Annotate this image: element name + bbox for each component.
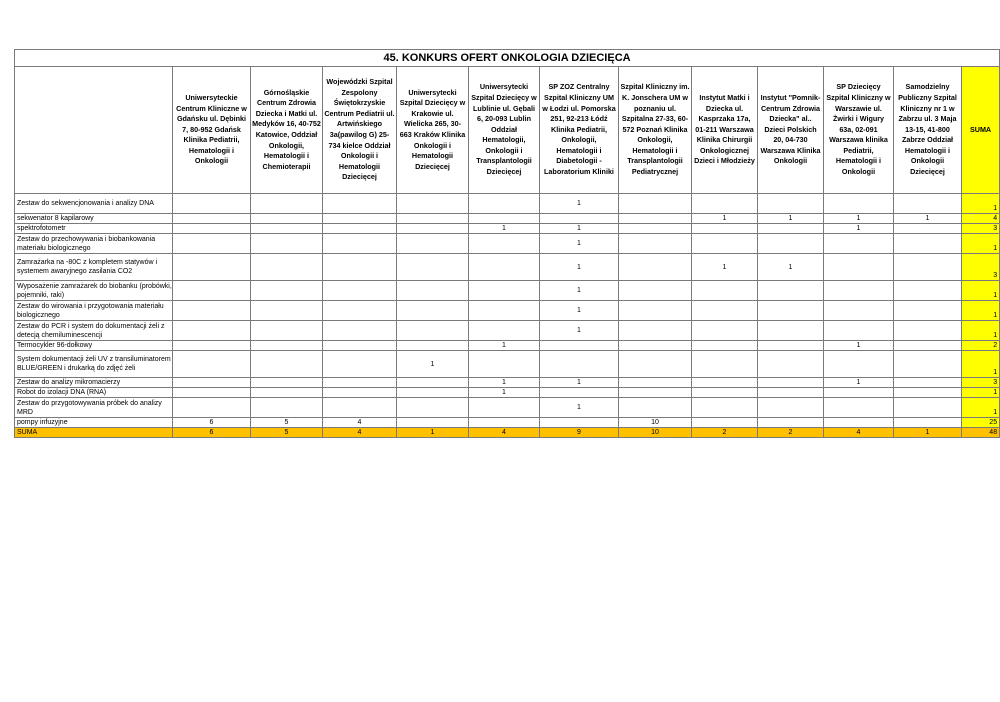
table-cell bbox=[469, 351, 540, 378]
table-cell: 1 bbox=[758, 254, 824, 281]
table-cell bbox=[824, 301, 894, 321]
table-cell bbox=[692, 388, 758, 398]
table-cell bbox=[469, 281, 540, 301]
table-row bbox=[15, 254, 1000, 281]
table-cell bbox=[397, 398, 469, 418]
row-item-name: Zamrażarka na -80C z kompletem statywów i systemem awaryjnego zasilania CO2 bbox=[15, 254, 173, 281]
table-cell bbox=[894, 388, 962, 398]
table-cell: 10 bbox=[619, 418, 692, 428]
column-header: Samodzielny Publiczny Szpital Kliniczny nr 1 w Zabrzu ul. 3 Maja 13-15, 41-800 Zabrze Oddział Hematologii i Onkologii Dziecięcej bbox=[894, 67, 962, 194]
table-cell bbox=[619, 281, 692, 301]
table-cell bbox=[323, 234, 397, 254]
total-cell: 5 bbox=[251, 428, 323, 438]
row-suma-cell: 1 bbox=[962, 388, 1000, 398]
table-row bbox=[15, 341, 1000, 351]
row-item-name: Zestaw do sekwencjonowania i analizy DNA bbox=[15, 194, 173, 214]
column-header: Uniwersyteckie Centrum Kliniczne w Gdańsku ul. Dębinki 7, 80-952 Gdańsk Klinika Pediatrii, Hematologii i Onkologii bbox=[173, 67, 251, 194]
table-cell bbox=[397, 378, 469, 388]
table-cell: 1 bbox=[469, 341, 540, 351]
table-cell bbox=[619, 351, 692, 378]
table-cell bbox=[894, 321, 962, 341]
table-cell bbox=[173, 398, 251, 418]
row-item-name: Zestaw do analizy mikromacierzy bbox=[15, 378, 173, 388]
table-cell: 5 bbox=[251, 418, 323, 428]
table-cell bbox=[251, 398, 323, 418]
table-cell bbox=[397, 214, 469, 224]
table-cell bbox=[692, 301, 758, 321]
table-cell bbox=[173, 254, 251, 281]
table-cell: 1 bbox=[824, 341, 894, 351]
column-header: Szpital Kliniczny im. K. Jonschera UM w poznaniu ul. Szpitalna 27-33, 60-572 Poznań Klinika Onkologii, Hematologii i Transplantologii Pediatrycznej bbox=[619, 67, 692, 194]
table-cell bbox=[173, 194, 251, 214]
table-cell bbox=[397, 388, 469, 398]
column-header: Wojewódzki Szpital Zespolony Świętokrzyskie Centrum Pediatrii ul. Artwińskiego 3a(pawilog G) 25-734 kielce Oddział Onkologii i Hematologii Dziecięcej bbox=[323, 67, 397, 194]
table-cell bbox=[540, 351, 619, 378]
table-cell bbox=[323, 224, 397, 234]
column-header: SP Dziecięcy Szpital Kliniczny w Warszawie ul. Żwirki i Wigury 63a, 02-091 Warszawa klinika Pediatrii, Hematologii i Onkologii bbox=[824, 67, 894, 194]
total-cell: 2 bbox=[758, 428, 824, 438]
table-cell bbox=[469, 194, 540, 214]
total-cell: 1 bbox=[397, 428, 469, 438]
table-cell bbox=[397, 254, 469, 281]
row-suma-cell: 1 bbox=[962, 194, 1000, 214]
table-cell bbox=[469, 214, 540, 224]
table-cell bbox=[758, 351, 824, 378]
table-cell: 1 bbox=[397, 351, 469, 378]
table-cell bbox=[894, 378, 962, 388]
column-header: Instytut Matki i Dziecka ul. Kasprzaka 17a, 01-211 Warszawa Klinika Chirurgii Onkologicznej Dzieci i Młodzieży bbox=[692, 67, 758, 194]
table-cell bbox=[173, 388, 251, 398]
total-cell: 4 bbox=[323, 428, 397, 438]
table-cell bbox=[619, 398, 692, 418]
table-cell: 1 bbox=[469, 388, 540, 398]
table-cell bbox=[397, 321, 469, 341]
table-row bbox=[15, 378, 1000, 388]
table-cell bbox=[397, 301, 469, 321]
table-cell bbox=[894, 224, 962, 234]
total-row bbox=[15, 428, 1000, 438]
table-cell bbox=[173, 351, 251, 378]
table-cell bbox=[692, 224, 758, 234]
table-cell: 1 bbox=[540, 194, 619, 214]
table-cell bbox=[619, 224, 692, 234]
table-cell: 1 bbox=[824, 224, 894, 234]
table-cell bbox=[824, 234, 894, 254]
table-cell bbox=[323, 321, 397, 341]
table-cell bbox=[758, 281, 824, 301]
table-cell bbox=[692, 281, 758, 301]
table-cell bbox=[894, 351, 962, 378]
table-cell bbox=[173, 301, 251, 321]
row-item-name: System dokumentacji żeli UV z transiluminatorem BLUE/GREEN i drukarką do zdjęć żeli bbox=[15, 351, 173, 378]
table-cell bbox=[540, 388, 619, 398]
table-row bbox=[15, 224, 1000, 234]
table-cell bbox=[692, 234, 758, 254]
column-header: Instytut "Pomnik-Centrum Zdrowia Dziecka" al.. Dzieci Polskich 20, 04-730 Warszawa Klinika Onkologii bbox=[758, 67, 824, 194]
table-cell bbox=[469, 398, 540, 418]
table-cell bbox=[251, 341, 323, 351]
table-cell bbox=[469, 254, 540, 281]
table-cell bbox=[894, 234, 962, 254]
table-cell bbox=[251, 378, 323, 388]
table-row bbox=[15, 398, 1000, 418]
table-cell bbox=[758, 224, 824, 234]
table-cell bbox=[758, 398, 824, 418]
table-row bbox=[15, 351, 1000, 378]
table-cell: 1 bbox=[540, 378, 619, 388]
table-cell bbox=[251, 214, 323, 224]
total-row-label: SUMA bbox=[15, 428, 173, 438]
grand-total-cell: 48 bbox=[962, 428, 1000, 438]
table-cell bbox=[397, 418, 469, 428]
table-cell bbox=[323, 341, 397, 351]
row-item-name: spektrofotometr bbox=[15, 224, 173, 234]
table-cell bbox=[758, 388, 824, 398]
table-cell bbox=[758, 341, 824, 351]
table-cell bbox=[619, 321, 692, 341]
table-cell bbox=[173, 224, 251, 234]
table-cell: 1 bbox=[540, 398, 619, 418]
table-row bbox=[15, 418, 1000, 428]
table-cell bbox=[619, 234, 692, 254]
table-row bbox=[15, 301, 1000, 321]
total-cell: 6 bbox=[173, 428, 251, 438]
row-suma-cell: 1 bbox=[962, 281, 1000, 301]
row-suma-cell: 1 bbox=[962, 351, 1000, 378]
table-cell bbox=[323, 398, 397, 418]
table-cell: 1 bbox=[824, 214, 894, 224]
table-cell: 1 bbox=[824, 378, 894, 388]
table-row bbox=[15, 194, 1000, 214]
table-cell bbox=[758, 378, 824, 388]
row-item-name: Zestaw do przygotowywania próbek do analizy MRD bbox=[15, 398, 173, 418]
row-item-name: Termocykler 96-dołkowy bbox=[15, 341, 173, 351]
table-cell: 1 bbox=[894, 214, 962, 224]
table-cell: 1 bbox=[692, 214, 758, 224]
table-cell bbox=[251, 281, 323, 301]
row-suma-cell: 3 bbox=[962, 224, 1000, 234]
table-cell bbox=[824, 281, 894, 301]
table-cell bbox=[540, 418, 619, 428]
table-cell bbox=[469, 234, 540, 254]
table-cell bbox=[692, 378, 758, 388]
row-suma-cell: 1 bbox=[962, 321, 1000, 341]
table-cell bbox=[894, 281, 962, 301]
table-cell bbox=[173, 214, 251, 224]
table-title: 45. KONKURS OFERT ONKOLOGIA DZIECIĘCA bbox=[15, 50, 1000, 67]
table-cell bbox=[251, 224, 323, 234]
row-item-name: pompy infuzyjne bbox=[15, 418, 173, 428]
table-cell bbox=[619, 341, 692, 351]
table-cell bbox=[540, 214, 619, 224]
table-row bbox=[15, 214, 1000, 224]
row-suma-cell: 3 bbox=[962, 378, 1000, 388]
row-suma-cell: 1 bbox=[962, 398, 1000, 418]
table-cell bbox=[692, 398, 758, 418]
table-cell: 1 bbox=[469, 224, 540, 234]
table-cell bbox=[758, 234, 824, 254]
table-cell bbox=[894, 194, 962, 214]
table-cell: 1 bbox=[540, 321, 619, 341]
table-cell bbox=[397, 234, 469, 254]
table-cell bbox=[619, 388, 692, 398]
table-cell bbox=[692, 194, 758, 214]
table-cell bbox=[692, 321, 758, 341]
table-cell bbox=[469, 301, 540, 321]
table-cell bbox=[619, 194, 692, 214]
table-cell bbox=[824, 194, 894, 214]
table-cell bbox=[251, 254, 323, 281]
table-cell: 1 bbox=[758, 214, 824, 224]
column-header: Uniwersytecki Szpital Dziecięcy w Lublinie ul. Gębali 6, 20-093 Lublin Oddział Hematologii, Onkologii i Transplantologii Dziecięcej bbox=[469, 67, 540, 194]
table-cell bbox=[894, 418, 962, 428]
header-blank-cell bbox=[15, 67, 173, 194]
table-cell bbox=[894, 254, 962, 281]
column-header: Uniwersytecki Szpital Dziecięcy w Krakowie ul. Wielicka 265, 30-663 Kraków Klinika Onkologii i Hematologii Dziecięcej bbox=[397, 67, 469, 194]
table-cell bbox=[173, 281, 251, 301]
row-item-name: Robot do izolacji DNA (RNA) bbox=[15, 388, 173, 398]
table-cell bbox=[251, 321, 323, 341]
column-header: Górnośląskie Centrum Zdrowia Dziecka i Matki ul. Medyków 16, 40-752 Katowice, Oddział Onkologii, Hematologii i Chemioterapii bbox=[251, 67, 323, 194]
table-cell bbox=[824, 321, 894, 341]
table-cell bbox=[323, 281, 397, 301]
row-suma-cell: 4 bbox=[962, 214, 1000, 224]
table-cell bbox=[323, 301, 397, 321]
table-cell bbox=[323, 254, 397, 281]
table-cell bbox=[692, 351, 758, 378]
offers-table bbox=[14, 49, 1000, 438]
table-cell bbox=[323, 214, 397, 224]
table-row bbox=[15, 234, 1000, 254]
table-cell bbox=[173, 341, 251, 351]
table-cell bbox=[619, 301, 692, 321]
total-cell: 4 bbox=[824, 428, 894, 438]
table-cell bbox=[758, 321, 824, 341]
column-header: SP ZOZ Centralny Szpital Kliniczny UM w Łodzi ul. Pomorska 251, 92-213 Łódź Klinika Pediatrii, Onkologii, Hematologii i Diabetologii - Laboratorium Kliniki bbox=[540, 67, 619, 194]
row-suma-cell: 1 bbox=[962, 301, 1000, 321]
table-cell bbox=[323, 194, 397, 214]
table-cell bbox=[824, 254, 894, 281]
total-cell: 4 bbox=[469, 428, 540, 438]
row-item-name: sekwenator 8 kapilarowy bbox=[15, 214, 173, 224]
table-cell bbox=[894, 301, 962, 321]
table-cell bbox=[894, 398, 962, 418]
table-cell bbox=[469, 321, 540, 341]
table-cell bbox=[469, 418, 540, 428]
table-cell bbox=[397, 224, 469, 234]
row-suma-cell: 3 bbox=[962, 254, 1000, 281]
table-cell bbox=[173, 321, 251, 341]
table-cell bbox=[397, 281, 469, 301]
table-cell bbox=[323, 378, 397, 388]
row-suma-cell: 2 bbox=[962, 341, 1000, 351]
table-cell: 4 bbox=[323, 418, 397, 428]
table-cell bbox=[824, 418, 894, 428]
table-cell: 1 bbox=[540, 224, 619, 234]
table-cell bbox=[619, 254, 692, 281]
row-item-name: Zestaw do wirowania i przygotowania materiału biologicznego bbox=[15, 301, 173, 321]
table-cell bbox=[323, 388, 397, 398]
table-cell: 6 bbox=[173, 418, 251, 428]
row-item-name: Zestaw do PCR i system do dokumentacji żeli z detecją chemiluminescencji bbox=[15, 321, 173, 341]
table-cell bbox=[397, 194, 469, 214]
table-cell bbox=[894, 341, 962, 351]
total-cell: 1 bbox=[894, 428, 962, 438]
table-cell bbox=[251, 301, 323, 321]
table-cell bbox=[251, 234, 323, 254]
table-cell bbox=[397, 341, 469, 351]
table-cell bbox=[692, 341, 758, 351]
table-cell bbox=[758, 301, 824, 321]
table-cell bbox=[173, 378, 251, 388]
row-item-name: Zestaw do przechowywania i biobankowania materiału biologicznego bbox=[15, 234, 173, 254]
table-cell: 1 bbox=[540, 234, 619, 254]
table-cell: 1 bbox=[469, 378, 540, 388]
table-cell: 1 bbox=[540, 301, 619, 321]
table-cell bbox=[824, 398, 894, 418]
table-cell bbox=[619, 378, 692, 388]
table-cell bbox=[758, 418, 824, 428]
table-cell bbox=[251, 194, 323, 214]
table-row bbox=[15, 321, 1000, 341]
table-cell bbox=[323, 351, 397, 378]
table-cell bbox=[540, 341, 619, 351]
table-cell: 1 bbox=[540, 281, 619, 301]
table-cell bbox=[251, 388, 323, 398]
table-row bbox=[15, 281, 1000, 301]
table-cell: 1 bbox=[540, 254, 619, 281]
total-cell: 10 bbox=[619, 428, 692, 438]
row-suma-cell: 25 bbox=[962, 418, 1000, 428]
table-cell bbox=[173, 234, 251, 254]
table-cell bbox=[758, 194, 824, 214]
table-cell bbox=[619, 214, 692, 224]
total-cell: 9 bbox=[540, 428, 619, 438]
suma-column-header: SUMA bbox=[962, 67, 1000, 194]
row-suma-cell: 1 bbox=[962, 234, 1000, 254]
table-cell bbox=[692, 418, 758, 428]
table-cell: 1 bbox=[692, 254, 758, 281]
row-item-name: Wyposażenie zamrażarek do biobanku (probówki, pojemniki, raki) bbox=[15, 281, 173, 301]
spreadsheet bbox=[14, 49, 998, 438]
table-cell bbox=[824, 388, 894, 398]
total-cell: 2 bbox=[692, 428, 758, 438]
table-cell bbox=[251, 351, 323, 378]
table-cell bbox=[824, 351, 894, 378]
table-row bbox=[15, 388, 1000, 398]
